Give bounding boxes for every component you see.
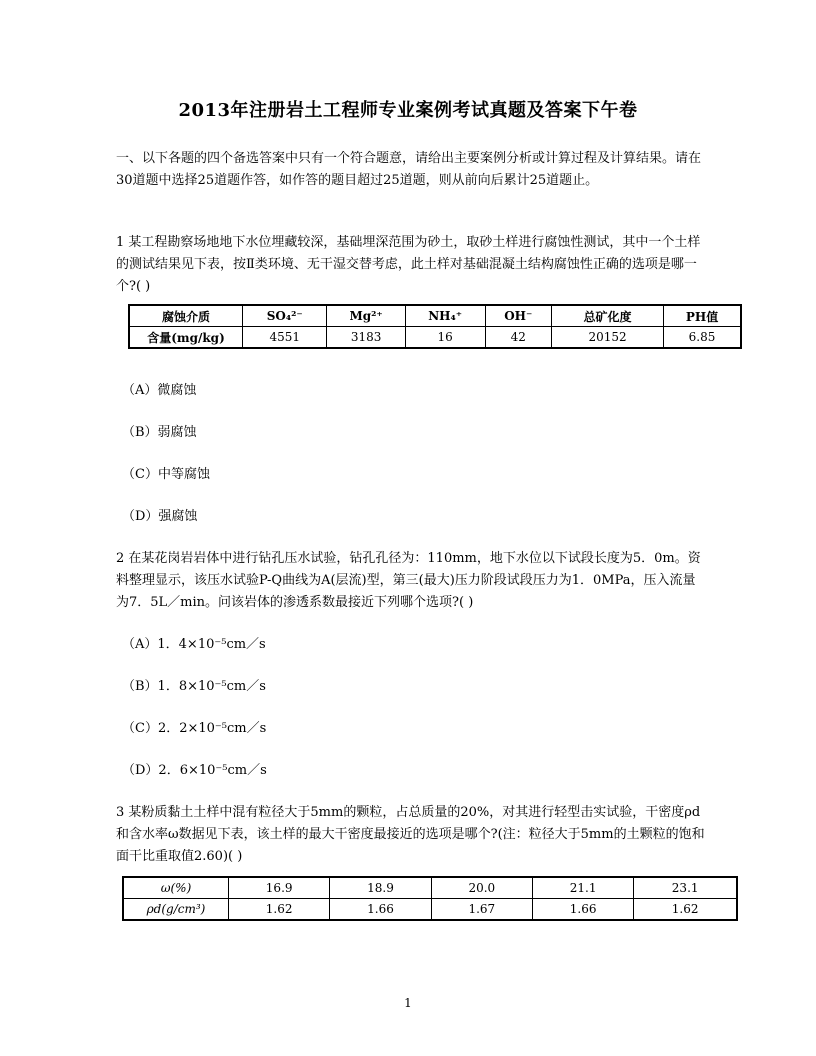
table-header-row — [129, 305, 741, 327]
table-cell: 1.66 — [532, 899, 633, 921]
table-cell: 含量(mg/kg) — [129, 327, 243, 349]
question-2-option-a: （A）1．4×10⁻⁵cm／s — [122, 637, 266, 652]
table-cell: ρd(g/cm³) — [123, 899, 229, 921]
page-number: 1 — [404, 996, 412, 1010]
table-cell: 20152 — [552, 327, 664, 349]
question-1-option-d: （D）强腐蚀 — [122, 509, 198, 524]
table-cell: 16.9 — [229, 877, 330, 899]
table-cell: 1.67 — [431, 899, 532, 921]
table-cell: 18.9 — [330, 877, 431, 899]
table-cell: 1.66 — [330, 899, 431, 921]
question-1-option-b: （B）弱腐蚀 — [122, 425, 197, 440]
table-cell: SO₄²⁻ — [243, 305, 327, 327]
section-instructions: 一、以下各题的四个备选答案中只有一个符合题意，请给出主要案例分析或计算过程及计算结果。请在30道题中选择25道题作答，如作答的题目超过25道题，则从前向后累计25道题止。 — [116, 151, 702, 188]
question-2-text: 2 在某花岗岩岩体中进行钻孔压水试验，钻孔孔径为：110mm，地下水位以下试段长度为5．0m。资料整理显示，该压水试验P-Q曲线为A(层流)型，第三(最大)压力阶段试段压力为1．0MPa，压入流量为7．5L／min。问该岩体的渗透系数最接近下列哪个选项?( ) — [116, 551, 701, 610]
page-title: 2013年注册岩土工程师专业案例考试真题及答案下午卷 — [178, 100, 638, 121]
table-row — [123, 877, 737, 899]
question-1-option-a: （A）微腐蚀 — [122, 383, 197, 398]
table-cell: 4551 — [243, 327, 327, 349]
table-cell: ω(%) — [123, 877, 229, 899]
table-row — [123, 899, 737, 921]
table-cell: 20.0 — [431, 877, 532, 899]
table-cell: 1.62 — [229, 899, 330, 921]
table-cell: 1.62 — [634, 899, 737, 921]
question-3-text: 3 某粉质黏土土样中混有粒径大于5mm的颗粒，占总质量的20%，对其进行轻型击实试验，干密度ρd和含水率ω数据见下表，该土样的最大干密度最接近的选项是哪个?(注：粒径大于5mm的土颗粒的饱和面干比重取值2.60)( ) — [116, 805, 705, 864]
table-cell: PH值 — [664, 305, 741, 327]
table-row — [129, 327, 741, 349]
question-3-table — [122, 876, 738, 921]
question-2-option-d: （D）2．6×10⁻⁵cm／s — [122, 763, 267, 778]
question-1-option-c: （C）中等腐蚀 — [122, 467, 210, 482]
table-cell: 腐蚀介质 — [129, 305, 243, 327]
table-cell: 16 — [405, 327, 485, 349]
table-cell: 23.1 — [634, 877, 737, 899]
table-cell: 42 — [485, 327, 552, 349]
table-cell: 6.85 — [664, 327, 741, 349]
table-cell: OH⁻ — [485, 305, 552, 327]
table-cell: 21.1 — [532, 877, 633, 899]
question-1-table — [128, 304, 742, 349]
question-1-text: 1 某工程勘察场地地下水位埋藏较深，基础埋深范围为砂土，取砂土样进行腐蚀性测试，其中一个土样的测试结果见下表，按Ⅱ类环境、无干湿交替考虑，此土样对基础混凝土结构腐蚀性正确的选项是哪一个?( ) — [116, 235, 701, 294]
table-cell: NH₄⁺ — [405, 305, 485, 327]
table-cell: Mg²⁺ — [327, 305, 405, 327]
table-cell: 总矿化度 — [552, 305, 664, 327]
question-2-option-c: （C）2．2×10⁻⁵cm／s — [122, 721, 267, 736]
table-cell: 3183 — [327, 327, 405, 349]
question-2-option-b: （B）1．8×10⁻⁵cm／s — [122, 679, 266, 694]
